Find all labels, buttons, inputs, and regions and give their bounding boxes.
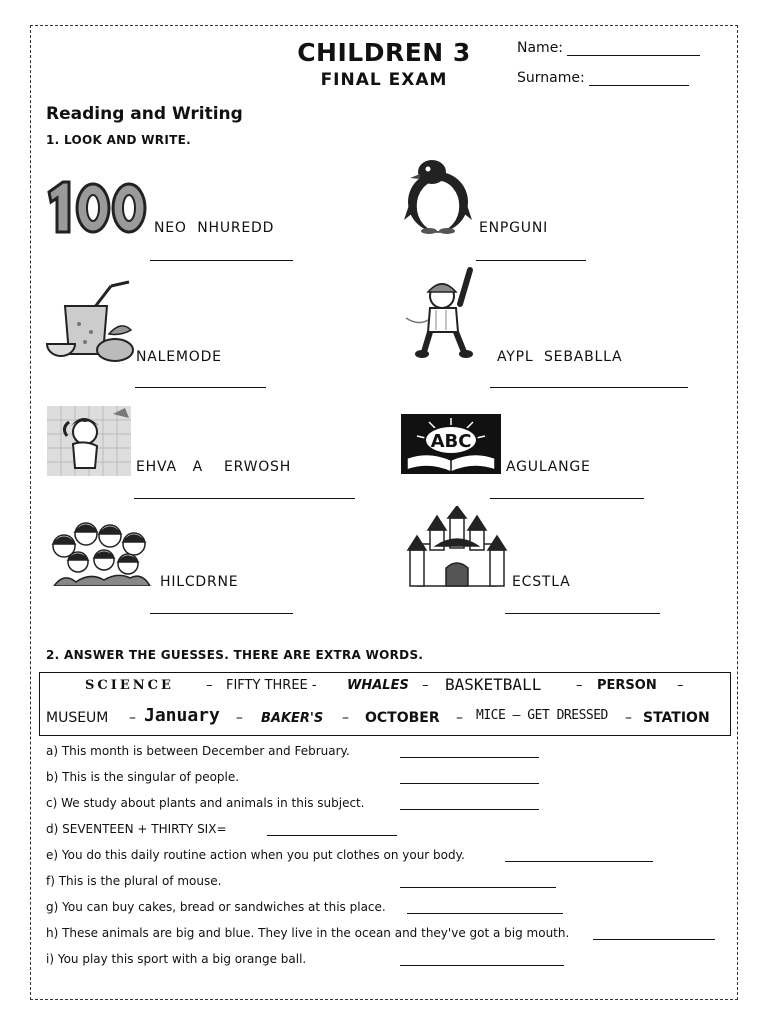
- word-station: STATION: [643, 710, 710, 726]
- answer-line-b[interactable]: [400, 782, 539, 784]
- answer-line-5[interactable]: [134, 497, 355, 499]
- word-basketball: BASKETBALL: [445, 675, 542, 694]
- answer-line-2[interactable]: [476, 259, 586, 261]
- word-january: January: [144, 705, 220, 726]
- scramble-6: AGULANGE: [506, 459, 591, 475]
- children-icon: [48, 516, 152, 586]
- scramble-1: NEO NHUREDD: [154, 220, 275, 236]
- answer-line-h[interactable]: [593, 938, 715, 940]
- word-dash: –: [236, 710, 243, 726]
- question-g: g) You can buy cakes, bread or sandwiches at this place.: [46, 900, 386, 914]
- number-100-icon: [45, 178, 150, 236]
- question-c: c) We study about plants and animals in this subject.: [46, 796, 365, 810]
- scramble-2: ENPGUNI: [479, 220, 549, 236]
- word-museum: MUSEUM: [46, 710, 109, 726]
- question-f: f) This is the plural of mouse.: [46, 874, 222, 888]
- word-science: SCIENCE: [85, 678, 174, 693]
- section-heading: Reading and Writing: [46, 104, 243, 124]
- answer-line-f[interactable]: [400, 886, 556, 888]
- name-blank[interactable]: [567, 41, 700, 56]
- answer-line-g[interactable]: [407, 912, 563, 914]
- answer-line-d[interactable]: [267, 834, 397, 836]
- answer-line-8[interactable]: [505, 612, 660, 614]
- scramble-3: NALEMODE: [136, 349, 222, 365]
- question-e: e) You do this daily routine action when you put clothes on your body.: [46, 848, 465, 862]
- svg-text:ABC: ABC: [430, 431, 472, 452]
- question-h: h) These animals are big and blue. They live in the ocean and they've got a big mouth.: [46, 926, 570, 940]
- word-dash: –: [206, 678, 213, 693]
- word-dash: –: [422, 678, 429, 693]
- answer-line-4[interactable]: [490, 386, 688, 388]
- word-dash: –: [129, 710, 136, 726]
- word-whales: WHALES: [347, 678, 409, 693]
- answer-line-3[interactable]: [135, 386, 266, 388]
- answer-line-i[interactable]: [400, 964, 564, 966]
- scramble-7: HILCDRNE: [160, 574, 239, 590]
- word-october: OCTOBER: [365, 710, 440, 726]
- lemonade-icon: [45, 280, 135, 364]
- word-dash: –: [342, 710, 349, 726]
- answer-line-a[interactable]: [400, 756, 539, 758]
- name-field[interactable]: [517, 40, 700, 56]
- exam-title: CHILDREN 3: [297, 38, 471, 67]
- scramble-8: ECSTLA: [512, 574, 571, 590]
- baseball-player-icon: [404, 266, 484, 362]
- word-fifty-three: FIFTY THREE -: [226, 678, 317, 693]
- question-d: d) SEVENTEEN + THIRTY SIX=: [46, 822, 227, 836]
- answer-line-e[interactable]: [505, 860, 653, 862]
- exam-subtitle: FINAL EXAM: [320, 70, 448, 90]
- question-a: a) This month is between December and February.: [46, 744, 350, 758]
- question-i: i) You play this sport with a big orange ball.: [46, 952, 307, 966]
- word-person: PERSON: [597, 678, 657, 693]
- answer-line-c[interactable]: [400, 808, 539, 810]
- shower-icon: [47, 406, 131, 476]
- exercise2-instruction: 2. ANSWER THE GUESSES. THERE ARE EXTRA WORDS.: [46, 648, 424, 662]
- word-dash: –: [576, 678, 583, 693]
- abc-book-icon: [401, 414, 501, 474]
- question-b: b) This is the singular of people.: [46, 770, 240, 784]
- word-bakers: BAKER'S: [261, 711, 324, 726]
- exercise1-instruction: 1. LOOK AND WRITE.: [46, 133, 191, 147]
- castle-icon: [406, 506, 508, 588]
- word-dash: –: [677, 678, 684, 693]
- scramble-4: AYPL SEBABLLA: [497, 349, 623, 365]
- word-dash: –: [456, 710, 463, 726]
- scramble-5: EHVA A ERWOSH: [136, 459, 292, 475]
- name-label: Name:: [517, 40, 564, 56]
- penguin-icon: [402, 158, 474, 234]
- surname-label: Surname:: [517, 70, 585, 86]
- answer-line-1[interactable]: [150, 259, 293, 261]
- surname-blank[interactable]: [589, 71, 689, 86]
- word-bank: [39, 672, 731, 736]
- word-mice-get-dressed: MICE – GET DRESSED: [476, 708, 608, 723]
- answer-line-7[interactable]: [150, 612, 293, 614]
- answer-line-6[interactable]: [490, 497, 644, 499]
- word-dash: –: [625, 710, 632, 726]
- surname-field[interactable]: [517, 70, 689, 86]
